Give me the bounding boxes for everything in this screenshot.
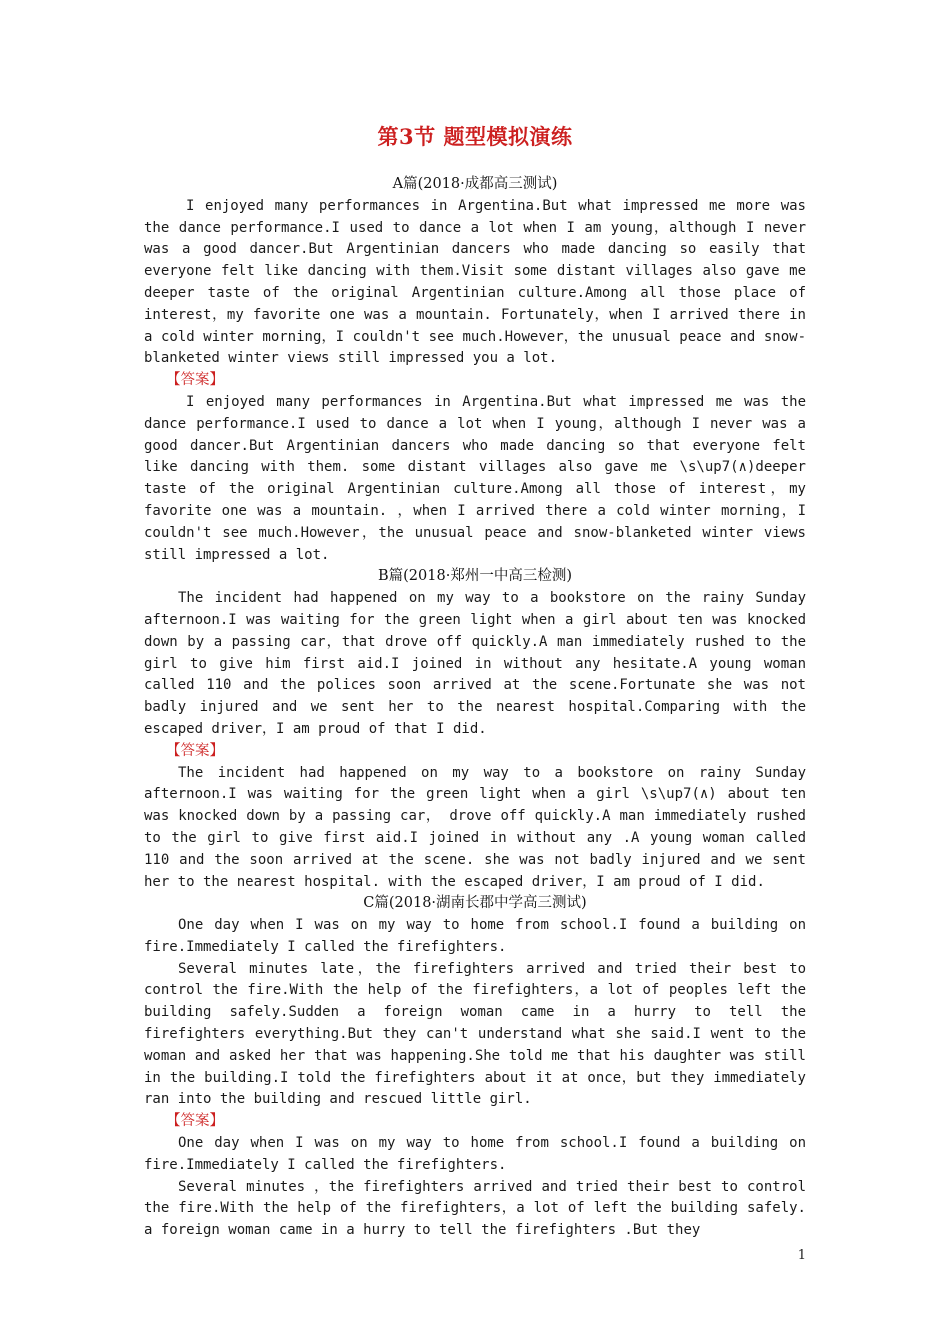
section-c-answer-p1: One day when I was on my way to home from school.I found a building on fire.Immediately I called the firefighters. <box>144 1135 806 1173</box>
section-b-heading: B篇(2018·郑州一中高三检测) <box>378 568 572 585</box>
section-b-answer: The incident had happened on my way to a bookstore on rainy Sunday afternoon.I was waiting for the green light when a girl \s\up7(∧) about ten was knocked down by a passing car， drove off quickly.A man immediately rushed to the girl to give first aid.I joined in without any .A young woman called 110 and the soon arrived at the scene. she was not badly injured and we sent her to the nearest hospital. with the escaped driver，I am proud of I did. <box>144 764 806 890</box>
section-a-answer: I enjoyed many performances in Argentina.But what impressed me was the dance performance.I used to dance a lot when I young，although I never was a good dancer.But Argentinian dancers who made dancing so that everyone felt like dancing with them. some distant villages also gave me \s\up7(∧)deeper taste of the original Argentinian culture.Among all those of interest，my favorite one was a mountain. ，when I arrived there a cold winter morning，I couldn't see much.However，the unusual peace and snow-blanketed winter views still impressed a lot. <box>144 393 806 563</box>
section-b-answer-label: 【答案】 <box>166 742 224 759</box>
section-c-heading: C篇(2018·湖南长郡中学高三测试) <box>363 895 587 912</box>
section-a-heading: A篇(2018·成都高三测试) <box>392 176 558 192</box>
section-c-answer-label: 【答案】 <box>166 1113 224 1130</box>
section-a-question: I enjoyed many performances in Argentina.But what impressed me more was the dance performance.I used to dance a lot when I am young，although I never was a good dancer.But Argentinian dancers who made dancing so easily that everyone felt like dancing with them.Visit some distant villages also gave me deeper taste of the original Argentinian culture.Among all those place of interest，my favorite one was a mountain. Fortunately，when I arrived there in a cold winter morning，I couldn't see much.However，the unusual peace and snow-blanketed winter views still impressed you a lot. <box>144 197 806 367</box>
page-title: 第3节 题型模拟演练 <box>377 124 573 149</box>
section-c-question-p1: One day when I was on my way to home from school.I found a building on fire.Immediately I called the firefighters. <box>144 917 806 955</box>
page-number: 1 <box>797 1248 806 1263</box>
section-c-question-p2: Several minutes late，the firefighters arrived and tried their best to control the fire.With the help of the firefighters，a lot of peoples left the building safely.Sudden a foreign woman came in a hurry to tell the firefighters everything.But they can't understand what she said.I went to the woman and asked her that was happening.She told me that his daughter was still in the building.I told the firefighters about it at once，but they immediately ran into the building and rescued little girl. <box>144 960 806 1108</box>
section-b-question: The incident had happened on my way to a bookstore on the rainy Sunday afternoon.I was waiting for the green light when a girl about ten was knocked down by a passing car，that drove off quickly.A man immediately rushed to the girl to give him first aid.I joined in without any hesitate.A young woman called 110 and the polices soon arrived at the scene.Fortunate she was not badly injured and we sent her to the nearest hospital.Comparing with the escaped driver，I am proud of that I did. <box>144 590 806 737</box>
section-a-answer-label: 【答案】 <box>166 372 224 389</box>
section-c-answer-p2: Several minutes ，the firefighters arrived and tried their best to control the fire.With the help of the firefighters，a lot of left the building safely. a foreign woman came in a hurry to tell the firefighters .But they <box>144 1178 806 1239</box>
document-body <box>144 174 806 1242</box>
